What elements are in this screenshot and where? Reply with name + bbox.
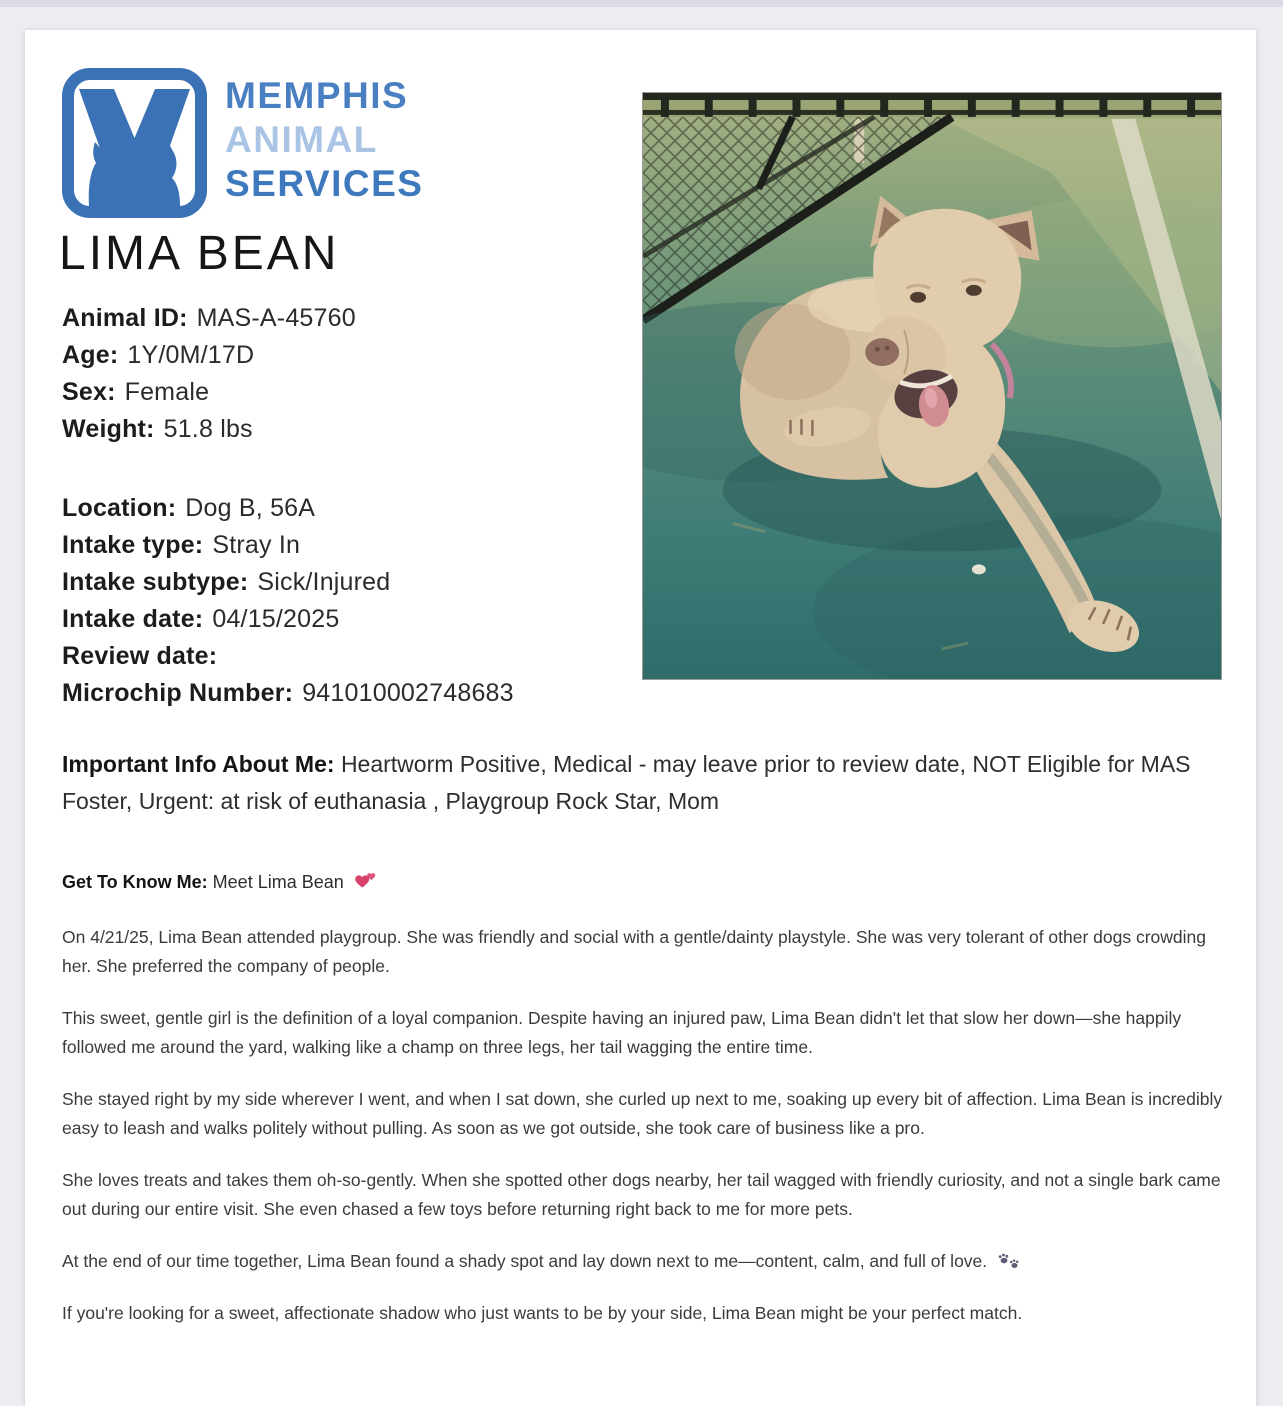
important-info: [62, 746, 1212, 820]
detail-value: 1Y/0M/17D: [127, 341, 255, 369]
detail-row-intake-date: [62, 601, 514, 638]
detail-row-location: [62, 490, 514, 527]
mas-logo: [62, 68, 207, 218]
bio-paragraph: She stayed right by my side wherever I went, and when I sat down, she curled up next to me, soaking up every bit of affection. Lima Bean is incredibly easy to leash and walks politely without pulling. As soon as we got outside, she took care of business like a pro.: [62, 1089, 1223, 1138]
bio-paragraph: This sweet, gentle girl is the definition of a loyal companion. Despite having an injured paw, Lima Bean didn't let that slow her down—she happily followed me around the yard, walking like a champ on three legs, her tail wagging the entire time.: [62, 1008, 1182, 1057]
paw-prints-icon: [997, 1252, 1021, 1270]
detail-value: Sick/Injured: [257, 568, 391, 596]
flyer-card: [25, 30, 1256, 1406]
pet-name: LIMA BEAN: [59, 227, 340, 280]
detail-label: Intake date:: [62, 605, 204, 633]
detail-label: Weight:: [62, 415, 155, 443]
detail-value: 04/15/2025: [212, 605, 340, 633]
logo-line-animal: ANIMAL: [225, 119, 378, 160]
logo-line-memphis: MEMPHIS: [225, 75, 409, 116]
detail-row-age: [62, 337, 356, 374]
detail-label: Intake type:: [62, 531, 204, 559]
dog-photo-illustration: [643, 93, 1221, 679]
detail-value: 51.8 lbs: [163, 415, 253, 443]
mas-logo-icon: [62, 68, 207, 218]
detail-row-microchip: [62, 675, 514, 712]
bio-intro: Meet Lima Bean: [212, 872, 344, 892]
detail-label: Intake subtype:: [62, 568, 249, 596]
logo-line-services: SERVICES: [225, 163, 424, 204]
bio-paragraph: On 4/21/25, Lima Bean attended playgroup. She was friendly and social with a gentle/dainty playstyle. She was very tolerant of other dogs crowding her. She preferred the company of people.: [62, 927, 1207, 976]
detail-label: Age:: [62, 341, 119, 369]
detail-value: Dog B, 56A: [185, 494, 316, 522]
important-info-text: Heartworm Positive, Medical - may leave prior to review date, NOT Eligible for MAS Foster, Urgent: at risk of euthanasia , Playgroup Rock Star, Mom: [62, 751, 1191, 814]
bio-section: [62, 872, 1226, 1351]
bio-paragraph-text: At the end of our time together, Lima Bean found a shady spot and lay down next to me—content, calm, and full of love.: [62, 1251, 988, 1271]
pet-photo: [642, 92, 1222, 680]
intake-details-block: [62, 490, 514, 712]
page-top-strip: [0, 0, 1283, 7]
detail-row-intake-subtype: [62, 564, 514, 601]
bio-paragraph: If you're looking for a sweet, affectionate shadow who just wants to be by your side, Lima Bean might be your perfect match.: [62, 1303, 1023, 1323]
detail-value: Female: [124, 378, 210, 406]
two-hearts-icon: [354, 872, 376, 891]
detail-value: 941010002748683: [302, 679, 514, 707]
pet-details-block: [62, 300, 356, 448]
get-to-know-me-label: Get To Know Me:: [62, 872, 208, 892]
bio-paragraph: [62, 1247, 1226, 1276]
detail-label: Sex:: [62, 378, 116, 406]
detail-row-animal-id: [62, 300, 356, 337]
get-to-know-me-line: [62, 872, 1226, 893]
detail-row-weight: [62, 411, 356, 448]
detail-value: Stray In: [212, 531, 301, 559]
detail-row-review-date: [62, 638, 514, 675]
bio-paragraph: She loves treats and takes them oh-so-gently. When she spotted other dogs nearby, her tail wagged with friendly curiosity, and not a single bark came out during our entire visit. She even chased a few toys before returning right back to me for more pets.: [62, 1170, 1221, 1219]
detail-row-sex: [62, 374, 356, 411]
detail-label: Location:: [62, 494, 177, 522]
logo-wordmark: [225, 74, 423, 206]
detail-label: Animal ID:: [62, 304, 188, 332]
detail-label: Review date:: [62, 642, 218, 670]
detail-row-intake-type: [62, 527, 514, 564]
detail-value: MAS-A-45760: [196, 304, 356, 332]
important-info-label: Important Info About Me:: [62, 751, 335, 777]
detail-label: Microchip Number:: [62, 679, 294, 707]
